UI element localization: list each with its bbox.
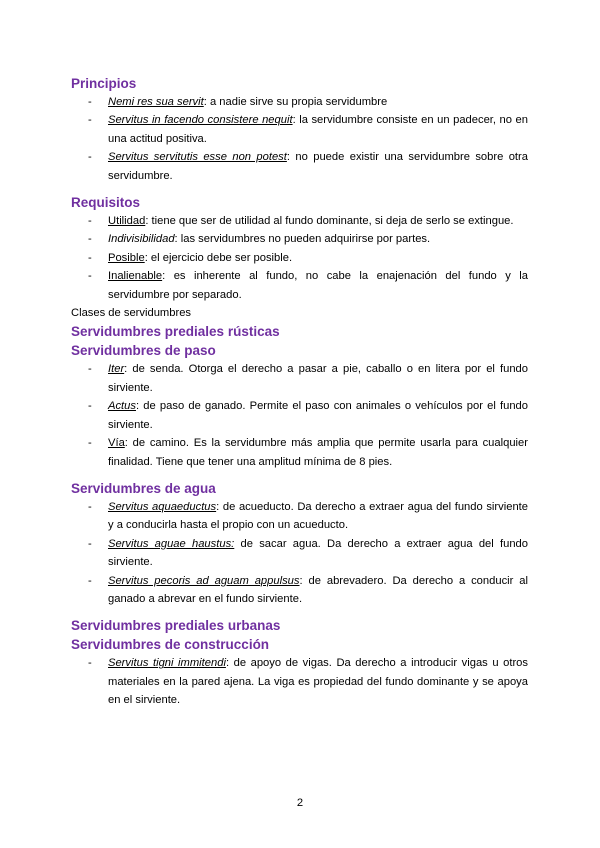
list-item-term: Indivisibilidad <box>108 233 175 246</box>
list-item <box>71 434 528 471</box>
list-item-text: : de apoyo de vigas. Da derecho a introducir vigas u otros materiales en la pared ajena. La viga es propiedad del fundo dominante y se apoya en el sirviente. <box>108 657 528 707</box>
bullet-dash: - <box>88 500 92 513</box>
list-item-term: Servitus servitutis esse non potest <box>108 151 287 164</box>
list-item-term: Servitus tigni immitendi <box>108 657 226 670</box>
list-item-text: : es inherente al fundo, no cabe la enajenación del fundo y la servidumbre por separado. <box>108 270 528 301</box>
list-item <box>71 572 528 609</box>
list-item-term: Servitus pecoris ad aguam appulsus <box>108 574 300 587</box>
list-requisitos <box>71 212 528 304</box>
list-item-term: Servitus aquaeductus <box>108 500 217 513</box>
list-item-text: : de camino. Es la servidumbre más amplia que permite usarla para cualquier finalidad. Tiene que tener una amplitud mínima de 8 pies. <box>108 437 528 468</box>
list-agua <box>71 498 528 608</box>
list-item-text: de sacar agua. Da derecho a extraer agua del fundo sirviente. <box>108 537 528 569</box>
list-item <box>71 148 528 185</box>
list-item <box>71 249 528 267</box>
list-item-text: : de senda. Otorga el derecho a pasar a pie, caballo o en litera por el fundo sirviente. <box>108 363 528 394</box>
list-item <box>71 654 528 709</box>
list-item <box>71 360 528 397</box>
list-item-text: : tiene que ser de utilidad al fundo dominante, si deja de serlo se extingue. <box>145 215 514 228</box>
list-item-text: : las servidumbres no pueden adquirirse por partes. <box>174 233 431 246</box>
heading-urbanas: Servidumbres prediales urbanas <box>71 618 281 634</box>
list-paso <box>71 360 528 470</box>
list-item <box>71 397 528 434</box>
page-content <box>71 74 528 710</box>
heading-rusticas: Servidumbres prediales rústicas <box>71 324 280 340</box>
bullet-dash: - <box>88 437 92 450</box>
list-item-term: Posible <box>108 251 145 264</box>
bullet-dash: - <box>88 537 92 550</box>
page-number: 2 <box>296 797 304 809</box>
list-item-text: : la servidumbre consiste en un padecer, no en una actitud positiva. <box>108 114 528 145</box>
list-construccion <box>71 654 528 709</box>
heading-construccion: Servidumbres de construcción <box>71 637 270 653</box>
bullet-dash: - <box>88 363 92 376</box>
bullet-dash: - <box>88 96 92 108</box>
heading-paso: Servidumbres de paso <box>71 343 216 359</box>
list-item-term: Iter <box>108 363 125 376</box>
list-item-text: : de abrevadero. Da derecho a conducir al ganado a abrevar en el fundo sirviente. <box>108 574 528 605</box>
list-item-term: Servitus aguae haustus: <box>108 537 235 550</box>
list-item <box>71 93 528 111</box>
list-item-term: Actus <box>108 400 136 413</box>
heading-principios: Principios <box>71 76 137 91</box>
list-item-term: Utilidad <box>108 215 146 228</box>
list-item <box>71 212 528 230</box>
list-item-term: Nemi res sua servit <box>108 96 204 108</box>
bullet-dash: - <box>88 114 92 127</box>
list-item <box>71 267 528 304</box>
bullet-dash: - <box>88 233 92 246</box>
bullet-dash: - <box>88 270 92 283</box>
list-item <box>71 498 528 535</box>
list-item-term: Vía <box>108 437 125 450</box>
list-item <box>71 111 528 148</box>
list-item-term: Servitus in facendo consistere nequit <box>108 114 293 127</box>
heading-agua: Servidumbres de agua <box>71 480 216 496</box>
bullet-dash: - <box>88 574 92 587</box>
list-item-text: : el ejercicio debe ser posible. <box>144 251 293 264</box>
list-item <box>71 535 528 572</box>
list-item <box>71 230 528 248</box>
bullet-dash: - <box>88 215 92 228</box>
list-item-text: : a nadie sirve su propia servidumbre <box>203 96 388 108</box>
bullet-dash: - <box>88 657 92 670</box>
heading-requisitos: Requisitos <box>71 195 141 211</box>
list-item-text: : no puede existir una servidumbre sobre otra servidumbre. <box>108 151 528 182</box>
list-item-text: : de paso de ganado. Permite el paso con animales o vehículos por el fundo sirviente. <box>108 400 528 431</box>
clases-label: Clases de servidumbres <box>71 307 192 320</box>
bullet-dash: - <box>88 251 92 264</box>
bullet-dash: - <box>88 400 92 413</box>
bullet-dash: - <box>88 151 92 164</box>
list-item-term: Inalienable <box>108 270 163 283</box>
list-principios <box>71 93 528 185</box>
list-item-text: : de acueducto. Da derecho a extraer agua del fundo sirviente y a conducirla hasta el propio con un acueducto. <box>108 500 528 532</box>
